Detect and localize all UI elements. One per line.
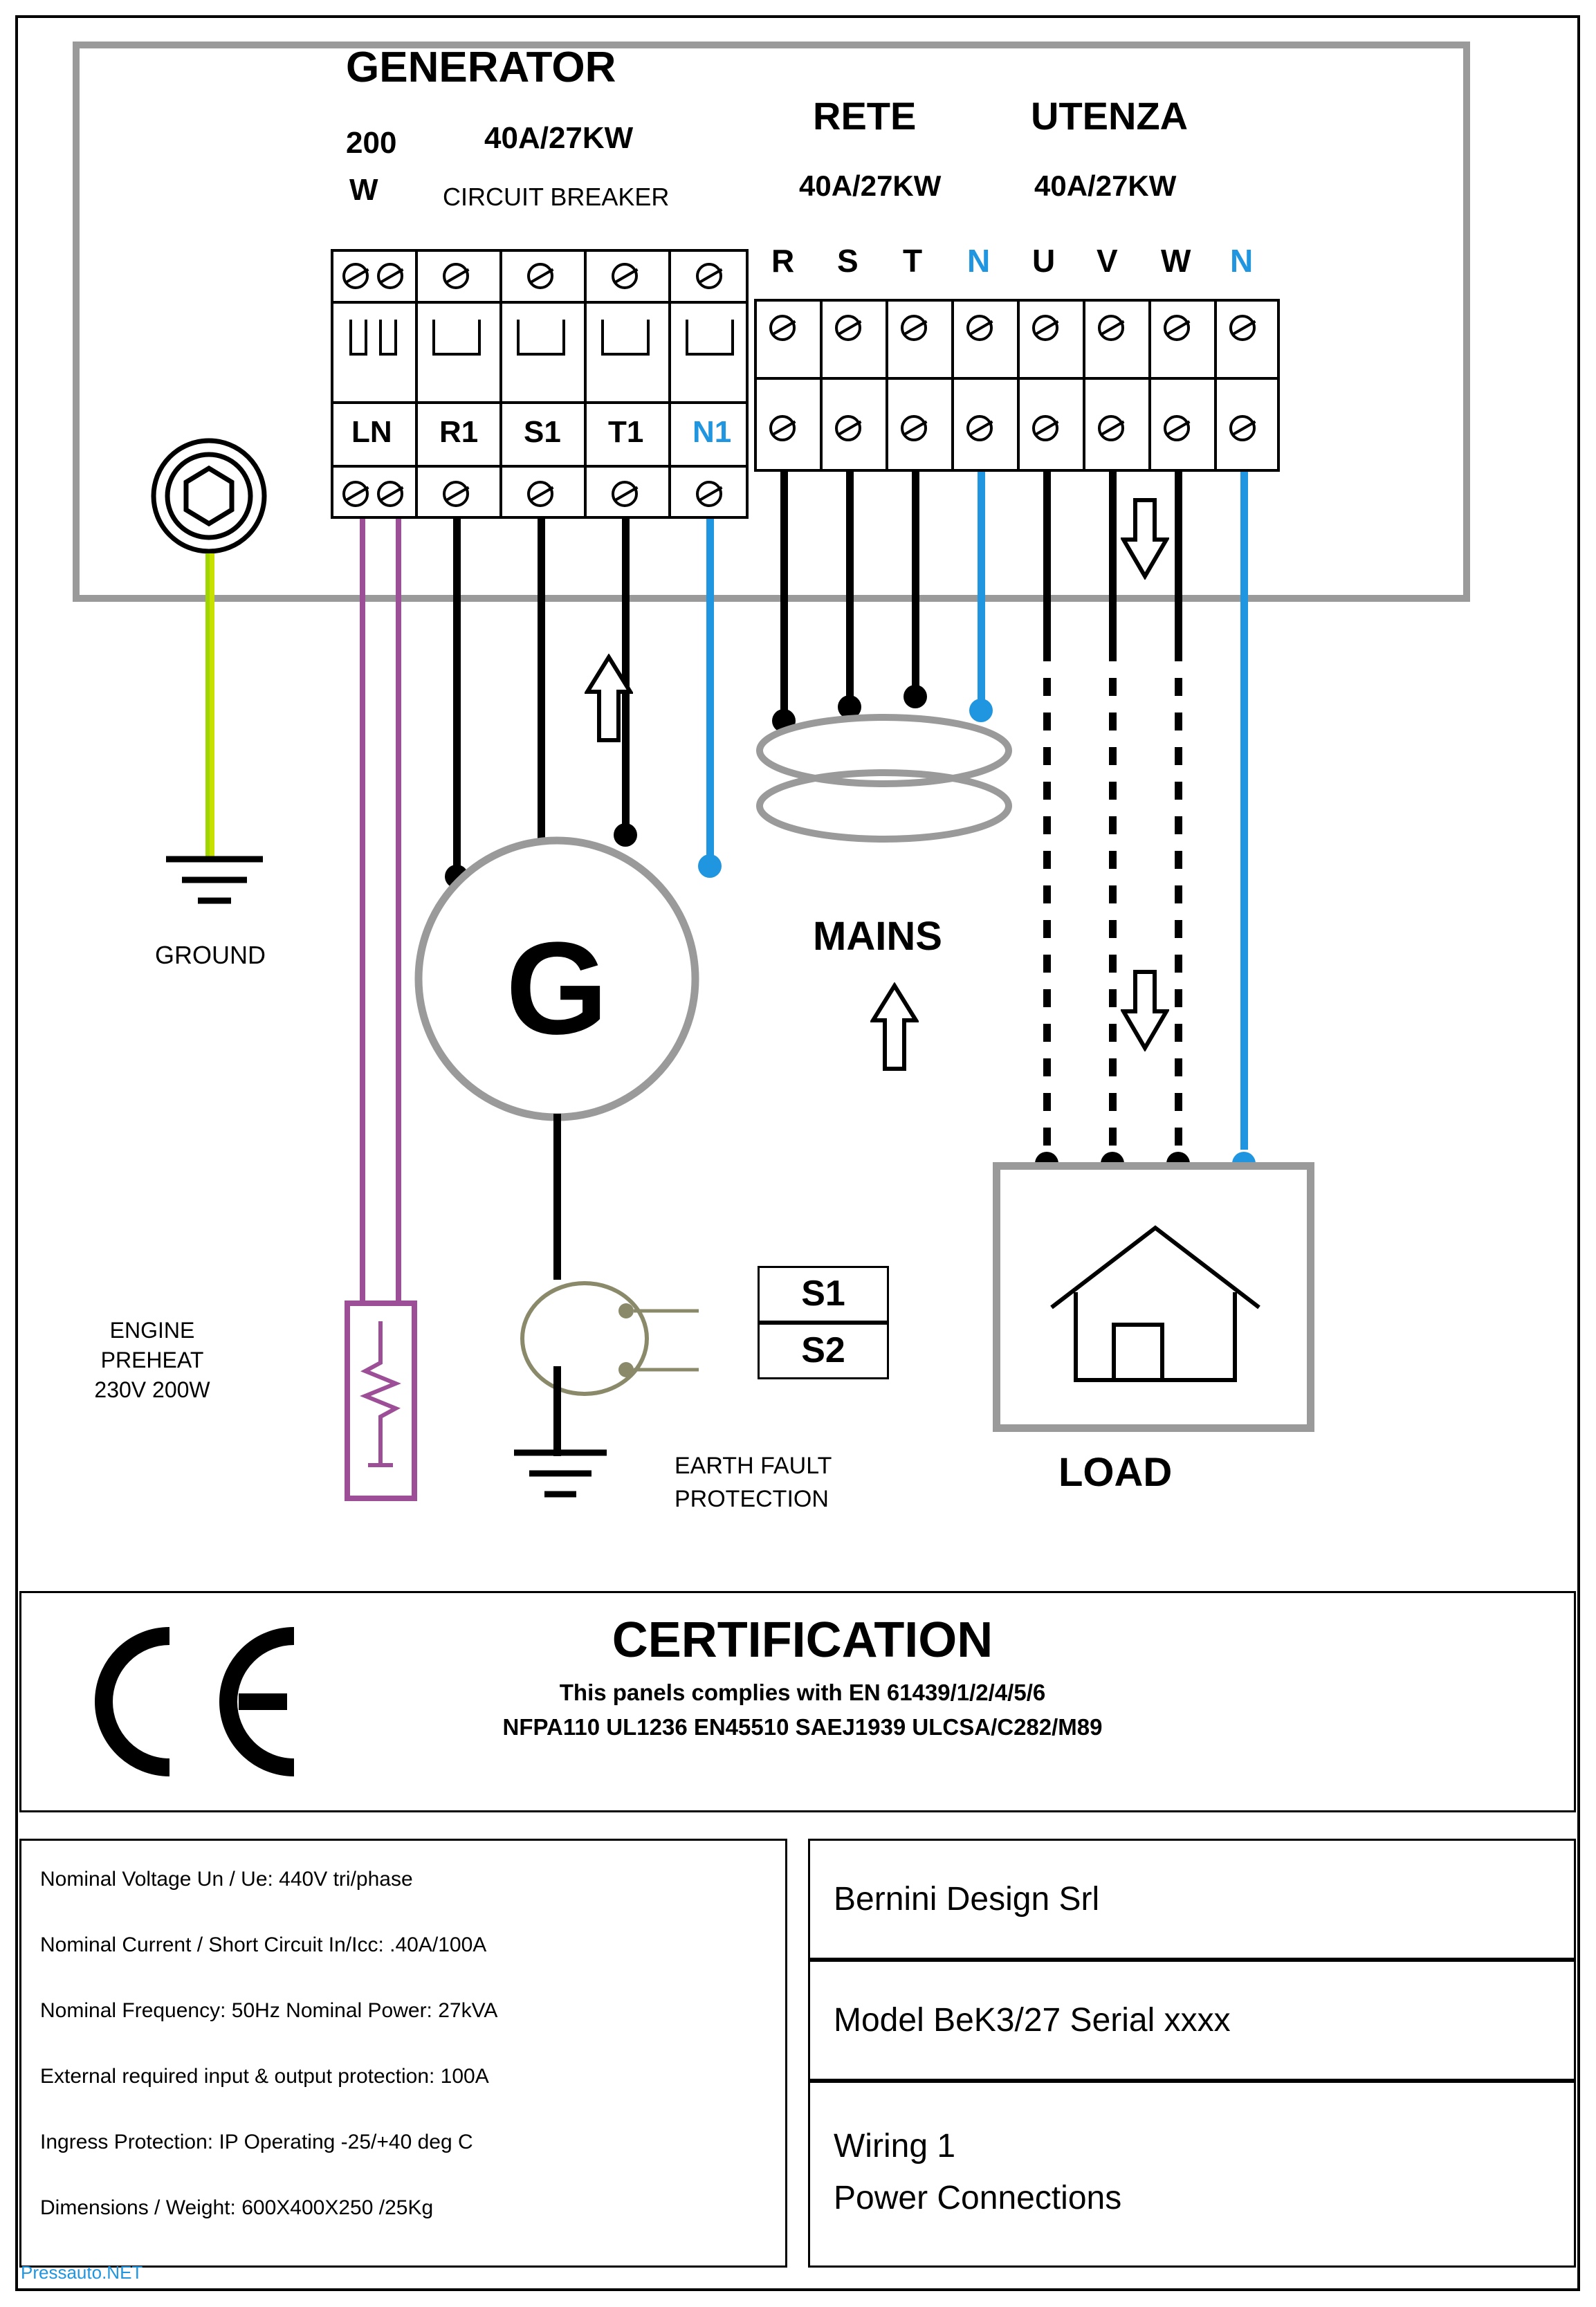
strip-divider — [1214, 299, 1217, 472]
ground-label: GROUND — [155, 941, 266, 969]
screw-icon — [1098, 315, 1124, 341]
generator-symbol-label: G — [506, 915, 608, 1062]
screw-icon — [342, 481, 369, 507]
load-wire-v — [1109, 472, 1117, 645]
breaker-label-s1: S1 — [524, 415, 561, 449]
screw-icon — [966, 415, 993, 441]
preheat-wire-1 — [360, 519, 365, 1307]
breaker-toggle-icon — [349, 320, 367, 356]
preheat-power-line1: 200 — [346, 126, 397, 160]
strip-label-n1: N — [967, 243, 991, 279]
connection-node — [904, 685, 927, 708]
breaker-sep-top — [331, 301, 749, 304]
screw-icon — [901, 415, 927, 441]
breaker-label-t1: T1 — [608, 415, 644, 449]
screw-icon — [527, 263, 553, 289]
screw-icon — [769, 315, 796, 341]
screw-icon — [612, 263, 638, 289]
strip-divider — [1148, 299, 1151, 472]
spec-row-1: Nominal Current / Short Circuit In/Icc: .40A/100A — [40, 1933, 487, 1956]
certification-line-1: This panels complies with EN 61439/1/2/4/5/6 — [559, 1680, 1046, 1705]
strip-label-w: W — [1161, 243, 1191, 279]
gen-wire-s — [538, 519, 545, 851]
ct-earth-wire — [553, 1366, 561, 1456]
screw-icon — [901, 315, 927, 341]
breaker-toggle-icon — [379, 320, 397, 356]
generator-subtitle: CIRCUIT BREAKER — [443, 183, 670, 211]
preheat-wire-2 — [396, 519, 401, 1307]
breaker-label-n1: N1 — [692, 415, 732, 449]
mains-label: MAINS — [813, 914, 942, 959]
titleblock-model: Model BeK3/27 Serial xxxx — [834, 2002, 1231, 2039]
rete-heading: RETE — [813, 94, 917, 138]
circuit-breaker-block — [331, 249, 749, 519]
utenza-rating: 40A/27KW — [1034, 169, 1177, 202]
earth-terminal-icon — [149, 436, 270, 557]
resistor-icon — [353, 1314, 408, 1487]
gen-wire-r — [453, 519, 461, 879]
mains-source-icon — [746, 713, 1022, 851]
screw-icon — [1229, 315, 1256, 341]
strip-label-v: V — [1097, 243, 1118, 279]
strip-divider — [820, 299, 823, 472]
screw-icon — [1032, 415, 1058, 441]
screw-icon — [443, 263, 469, 289]
certification-heading: CERTIFICATION — [612, 1612, 993, 1668]
strip-label-u: U — [1032, 243, 1056, 279]
spec-row-0: Nominal Voltage Un / Ue: 440V tri/phase — [40, 1868, 413, 1891]
screw-icon — [1164, 315, 1190, 341]
breaker-toggle-icon — [432, 320, 481, 356]
gen-neutral-down-wire — [553, 1114, 561, 1280]
current-direction-arrow-up — [585, 654, 633, 744]
spec-row-4: Ingress Protection: IP Operating -25/+40 deg C — [40, 2131, 473, 2153]
screw-icon — [443, 481, 469, 507]
load-wire-v-dotted — [1109, 643, 1117, 1162]
enclosure-bottom-edge — [73, 595, 1470, 602]
ct-terminal-s2-label: S2 — [801, 1330, 845, 1370]
ce-mark-icon — [66, 1619, 294, 1785]
rete-rating: 40A/27KW — [799, 169, 942, 202]
breaker-toggle-icon — [686, 320, 734, 356]
mains-direction-arrow-up — [870, 982, 919, 1072]
breaker-sep-mid — [331, 401, 749, 404]
earth-fault-label-line1: EARTH FAULT — [675, 1453, 832, 1479]
titleblock-drawing-line1: Wiring 1 — [834, 2128, 956, 2164]
generator-rating: 40A/27KW — [484, 121, 634, 155]
ground-wire-stripe — [210, 553, 214, 858]
screw-icon — [1164, 415, 1190, 441]
screw-icon — [769, 415, 796, 441]
screw-icon — [377, 263, 403, 289]
titleblock-drawing-box — [808, 2081, 1576, 2268]
breaker-label-ln: LN — [351, 415, 392, 449]
load-direction-arrow-down-bottom — [1121, 968, 1169, 1051]
screw-icon — [1098, 415, 1124, 441]
breaker-divider-4 — [668, 249, 671, 519]
ground-symbol-icon — [159, 851, 270, 927]
gen-wire-n — [706, 519, 714, 865]
load-wire-u — [1043, 472, 1051, 645]
load-wire-u-dotted — [1043, 643, 1051, 1162]
earth-fault-ct-icon — [512, 1273, 706, 1411]
preheat-label-line2: PREHEAT — [100, 1348, 204, 1372]
load-direction-arrow-down-top — [1121, 497, 1169, 580]
strip-label-n2: N — [1230, 243, 1254, 279]
breaker-toggle-icon — [601, 320, 650, 356]
watermark: Pressauto.NET — [21, 2262, 143, 2283]
load-label: LOAD — [1058, 1450, 1173, 1495]
titleblock-drawing-line2: Power Connections — [834, 2180, 1122, 2216]
preheat-label-line1: ENGINE — [109, 1318, 195, 1343]
breaker-sep-bot — [331, 465, 749, 468]
certification-line-2: NFPA110 UL1236 EN45510 SAEJ1939 ULCSA/C282/M89 — [502, 1714, 1103, 1740]
mains-wire-r-dotted — [780, 643, 788, 719]
ground-symbol-icon — [508, 1446, 612, 1518]
ct-terminal-s1-label: S1 — [801, 1274, 845, 1314]
load-wire-w — [1175, 472, 1182, 645]
screw-icon — [342, 263, 369, 289]
titleblock-company: Bernini Design Srl — [834, 1881, 1100, 1918]
load-wire-w-dotted — [1175, 643, 1182, 1162]
load-wire-n-dotted — [1240, 643, 1248, 1162]
spec-row-2: Nominal Frequency: 50Hz Nominal Power: 27kVA — [40, 1999, 498, 2022]
strip-label-r: R — [771, 243, 795, 279]
screw-icon — [835, 415, 861, 441]
screw-icon — [1229, 415, 1256, 441]
spec-row-3: External required input & output protection: 100A — [40, 2065, 489, 2088]
breaker-divider-3 — [584, 249, 587, 519]
screw-icon — [966, 315, 993, 341]
strip-label-t: T — [903, 243, 923, 279]
house-icon — [1038, 1204, 1273, 1397]
screw-icon — [835, 315, 861, 341]
strip-label-s: S — [837, 243, 859, 279]
earth-fault-label-line2: PROTECTION — [675, 1486, 829, 1512]
screw-icon — [527, 481, 553, 507]
screw-icon — [377, 481, 403, 507]
enclosure-right-edge — [1463, 42, 1470, 602]
breaker-divider-1 — [415, 249, 418, 519]
preheat-power-line2: W — [349, 173, 378, 207]
strip-divider — [951, 299, 954, 472]
enclosure-left-edge — [73, 42, 80, 602]
strip-divider — [1083, 299, 1085, 472]
screw-icon — [612, 481, 638, 507]
screw-icon — [696, 481, 722, 507]
screw-icon — [696, 263, 722, 289]
screw-icon — [1032, 315, 1058, 341]
enclosure-top-edge — [73, 42, 1470, 48]
breaker-toggle-icon — [517, 320, 565, 356]
preheat-label-line3: 230V 200W — [94, 1377, 210, 1402]
strip-divider — [886, 299, 888, 472]
strip-divider — [1017, 299, 1020, 472]
utenza-heading: UTENZA — [1031, 94, 1189, 138]
breaker-label-r1: R1 — [439, 415, 479, 449]
generator-heading: GENERATOR — [346, 44, 616, 91]
spec-row-5: Dimensions / Weight: 600X400X250 /25Kg — [40, 2196, 434, 2219]
breaker-divider-2 — [499, 249, 502, 519]
